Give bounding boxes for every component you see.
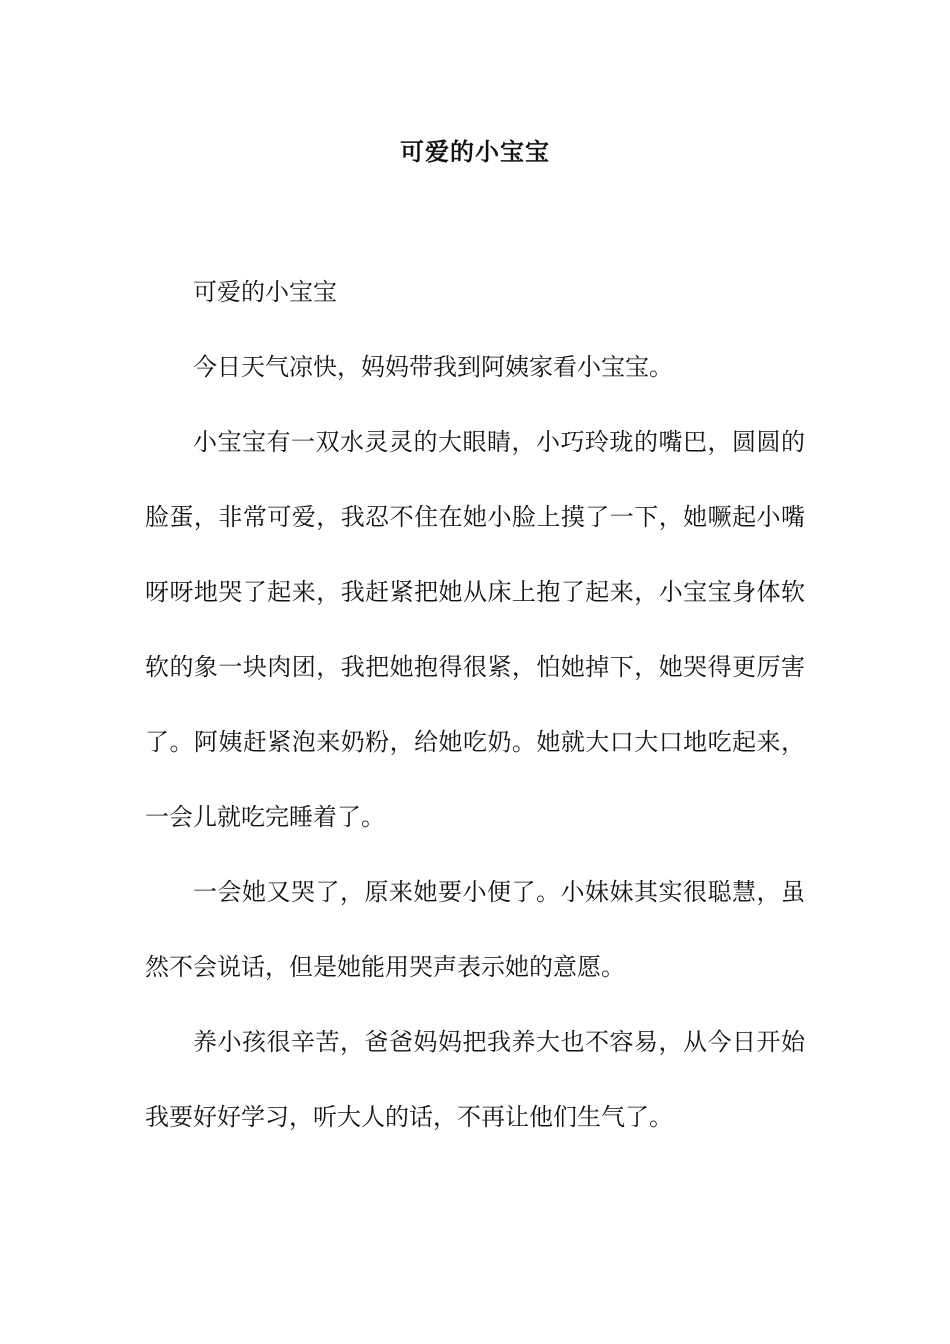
paragraph-subtitle: 可爱的小宝宝 — [193, 278, 337, 306]
paragraph-conclusion: 养小孩很辛苦，爸爸妈妈把我养大也不容易，从今日开始我要好好学习，听大人的话，不再让他们生气了。 — [145, 1028, 805, 1131]
document-title: 可爱的小宝宝 — [400, 137, 550, 166]
paragraph-baby-crying: 一会她又哭了，原来她要小便了。小妹妹其实很聪慧，虽然不会说话，但是她能用哭声表示她的意愿。 — [145, 878, 805, 981]
document-body — [145, 255, 805, 1155]
paragraph-baby-description: 小宝宝有一双水灵灵的大眼睛，小巧玲珑的嘴巴，圆圆的脸蛋，非常可爱，我忍不住在她小脸上摸了一下，她噘起小嘴呀呀地哭了起来，我赶紧把她从床上抱了起来，小宝宝身体软软的象一块肉团，我把她抱得很紧，怕她掉下，她哭得更厉害了。阿姨赶紧泡来奶粉，给她吃奶。她就大口大口地吃起来，一会儿就吃完睡着了。 — [145, 428, 805, 831]
paragraph-intro: 今日天气凉快，妈妈带我到阿姨家看小宝宝。 — [193, 353, 673, 381]
